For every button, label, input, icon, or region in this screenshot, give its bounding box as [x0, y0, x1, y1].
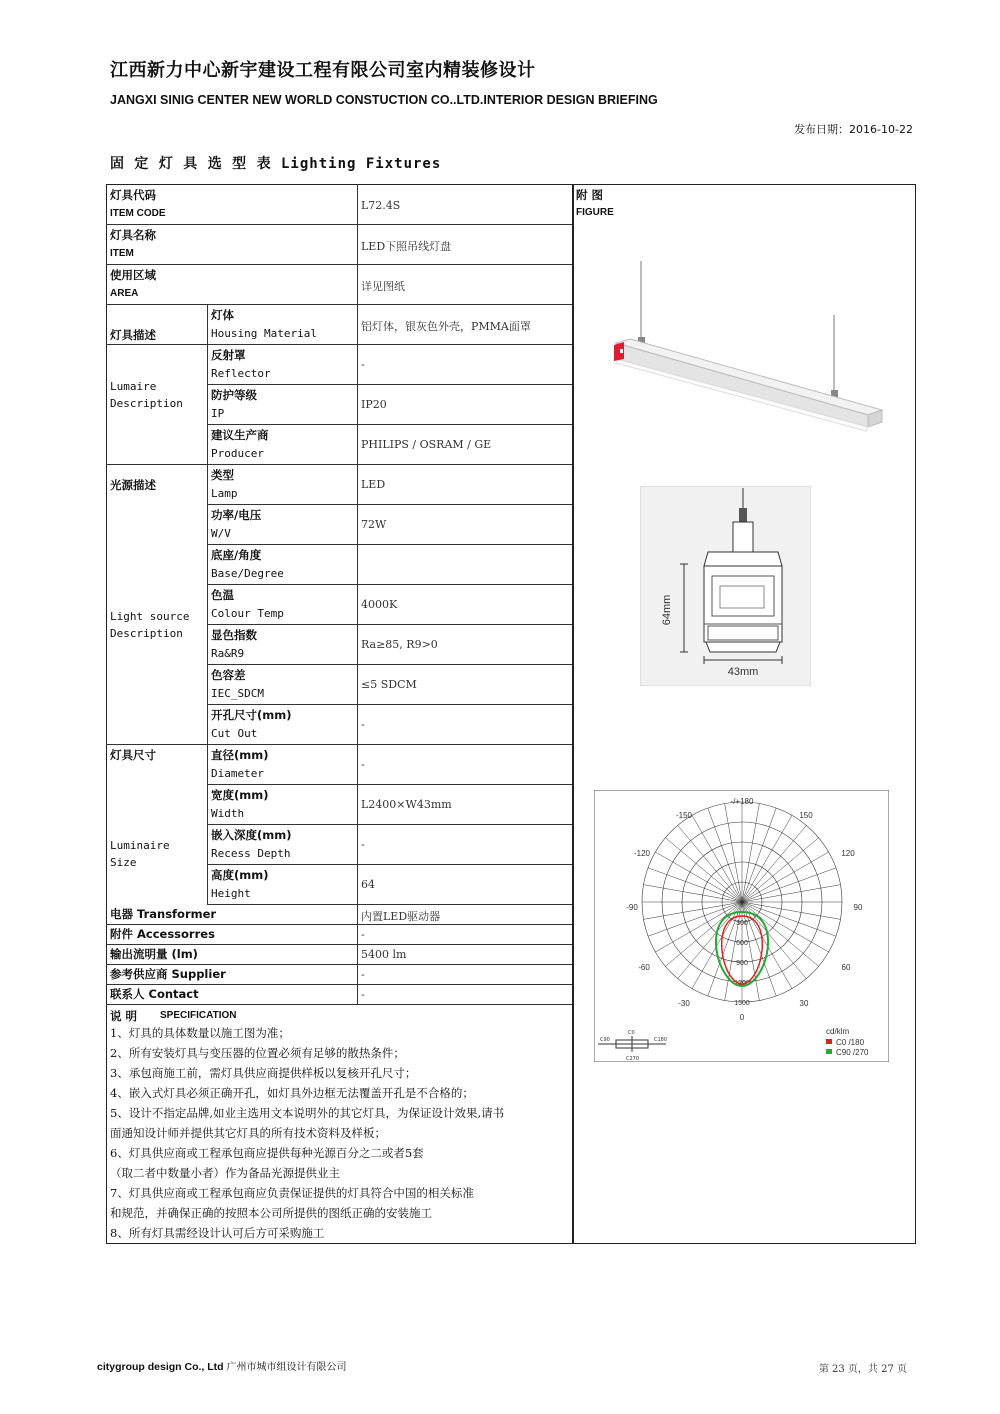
- table-row-line: [207, 824, 572, 825]
- polar-angle-label: 90: [853, 903, 863, 912]
- spec-line: 2、所有安装灯具与变压器的位置必须有足够的散热条件；: [110, 1046, 405, 1060]
- section-title: 固 定 灯 具 选 型 表 Lighting Fixtures: [110, 156, 442, 172]
- document-title-en: JANGXI SINIG CENTER NEW WORLD CONSTUCTION CO..LTD.INTERIOR DESIGN BRIEFING: [110, 93, 658, 107]
- sub-row-label-en: Cut Out: [211, 727, 258, 740]
- spec-line: 6、灯具供应商或工程承包商应提供每种光源百分之二或者5套: [110, 1146, 424, 1160]
- spec-line: 8、所有灯具需经设计认可后方可采购施工: [110, 1226, 325, 1240]
- table-row-line: [106, 464, 572, 465]
- sub-row-label-cn: 直径(mm): [211, 748, 269, 762]
- document-title-cn: 江西新力中心新宇建设工程有限公司室内精装修设计: [110, 60, 536, 81]
- table-row-line: [106, 304, 572, 305]
- sub-row-label-cn: 色温: [211, 588, 234, 602]
- area-label-en: AREA: [110, 288, 139, 299]
- sub-row-label-en: Colour Temp: [211, 607, 284, 620]
- sub-row-label-en: Ra&R9: [211, 647, 245, 660]
- light-source-group-en1: Light source: [110, 610, 190, 623]
- table-row-line: [207, 624, 572, 625]
- sub-row-label-cn: 开孔尺寸(mm): [211, 708, 292, 722]
- size-group-cn: 灯具尺寸: [110, 748, 156, 762]
- polar-ring-label: 600: [736, 940, 748, 947]
- spec-line: 4、嵌入式灯具必须正确开孔，如灯具外边框无法覆盖开孔是不合格的；: [110, 1086, 474, 1100]
- dim-width-label: 43mm: [727, 666, 759, 678]
- sub-row-label-cn: 高度(mm): [211, 868, 269, 882]
- table-row-line: [106, 744, 572, 745]
- sub-row-label-en: Lamp: [211, 487, 238, 500]
- sub-row-label-cn: 防护等级: [211, 388, 257, 402]
- table-row-line: [207, 384, 572, 385]
- sub-row-label-cn: 底座/角度: [211, 548, 262, 562]
- sub-row-label-en: Producer: [211, 447, 264, 460]
- lumaire-group-cn: 灯具描述: [110, 328, 156, 342]
- figure-title-en: FIGURE: [576, 207, 614, 218]
- sub-row-value: -: [361, 838, 365, 851]
- sub-row-label-cn: 建议生产商: [211, 428, 269, 442]
- luminaire-photo: [600, 255, 890, 445]
- item-code-label-cn: 灯具代码: [110, 188, 156, 202]
- publish-date: 发布日期：2016-10-22: [794, 123, 913, 136]
- extra-row-value: 5400 lm: [361, 948, 407, 961]
- table-row-line: [207, 904, 572, 905]
- spec-line: （取二者中数量小者）作为备品光源提供业主: [110, 1166, 340, 1180]
- polar-unit: cd/klm: [826, 1027, 850, 1036]
- sub-row-label-en: Width: [211, 807, 245, 820]
- footer-company-en: citygroup design Co., Ltd: [97, 1361, 224, 1373]
- table-row-line: [207, 584, 572, 585]
- extra-row-label: 电器 Transformer: [110, 907, 217, 921]
- polar-ring-label: 1200: [734, 980, 750, 987]
- spec-line: 3、承包商施工前，需灯具供应商提供样板以复核开孔尺寸；: [110, 1066, 417, 1080]
- sub-row-value: -: [361, 358, 365, 371]
- sub-row-label-en: W/V: [211, 527, 231, 540]
- spec-line: 7、灯具供应商或工程承包商应负责保证提供的灯具符合中国的相关标准: [110, 1186, 474, 1200]
- spec-line: 面通知设计师并提供其它灯具的所有技术资料及样板；: [110, 1126, 386, 1140]
- polar-angle-label: -90: [626, 903, 638, 912]
- sub-row-label-cn: 功率/电压: [211, 508, 262, 522]
- table-row-line: [207, 544, 572, 545]
- sub-row-value: 72W: [361, 518, 387, 531]
- sub-row-value: PHILIPS / OSRAM / GE: [361, 438, 492, 451]
- table-figure-divider: [572, 184, 574, 1244]
- footer-page: 第 23 页，共 27 页: [818, 1364, 907, 1375]
- spec-line: 5、设计不指定品牌,如业主选用文本说明外的其它灯具，为保证设计效果,请书: [110, 1106, 505, 1120]
- spec-title-cn: 说 明: [110, 1009, 138, 1023]
- sub-row-label-cn: 宽度(mm): [211, 788, 269, 802]
- sub-row-label-en: IEC_SDCM: [211, 687, 264, 700]
- item-code-value: L72.4S: [361, 199, 401, 212]
- polar-angle-label: -30: [678, 999, 690, 1008]
- sub-row-value: L2400×W43mm: [361, 798, 452, 811]
- legend-swatch-c0: [826, 1039, 832, 1044]
- polar-angle-label: 60: [841, 963, 851, 972]
- extra-row-value: -: [361, 928, 365, 941]
- area-value: 详见图纸: [361, 280, 405, 293]
- table-row-line: [106, 344, 572, 345]
- extra-row-value: -: [361, 988, 365, 1001]
- c-plane-top: C0: [628, 1030, 635, 1036]
- footer-company-cn: 广州市城市组设计有限公司: [226, 1362, 347, 1373]
- figure-title-cn: 附 图: [576, 188, 604, 202]
- sub-row-label-cn: 类型: [211, 468, 234, 482]
- spec-line: 和规范，并确保正确的按照本公司所提供的图纸正确的安装施工: [110, 1206, 432, 1220]
- sub-row-value: -: [361, 718, 365, 731]
- polar-angle-label: -/+180: [730, 797, 754, 806]
- table-row-line: [207, 504, 572, 505]
- polar-angle-label: 150: [799, 811, 813, 820]
- legend-c0: C0 /180: [836, 1038, 865, 1047]
- sub-row-label-en: Reflector: [211, 367, 271, 380]
- table-row-line: [207, 784, 572, 785]
- lumaire-group-en1: Lumaire: [110, 380, 157, 393]
- sub-row-label-cn: 反射罩: [211, 348, 246, 362]
- c-plane-right: C180: [654, 1037, 668, 1043]
- extra-row-value: -: [361, 968, 365, 981]
- table-row-line: [207, 864, 572, 865]
- polar-ring-label: 300: [736, 920, 748, 927]
- sub-row-label-en: Base/Degree: [211, 567, 284, 580]
- sub-row-label-en: Housing Material: [211, 327, 317, 340]
- polar-angle-label: -150: [675, 811, 693, 820]
- legend-c90: C90 /270: [836, 1048, 869, 1057]
- table-col-line: [207, 304, 208, 904]
- table-row-line: [207, 424, 572, 425]
- size-group-en1: Luminaire: [110, 839, 170, 852]
- table-row-line: [106, 264, 572, 265]
- light-source-group-en2: Description: [110, 627, 183, 640]
- spec-title-en: SPECIFICATION: [160, 1010, 237, 1021]
- table-row-line: [207, 664, 572, 665]
- lumaire-group-en2: Description: [110, 397, 183, 410]
- extra-row-label: 附件 Accessorres: [110, 927, 215, 941]
- sub-row-label-en: IP: [211, 407, 225, 420]
- polar-angle-label: 30: [799, 999, 809, 1008]
- sub-row-value: ≤5 SDCM: [361, 678, 417, 691]
- polar-ring-label: 900: [736, 960, 748, 967]
- polar-angle-label: 120: [841, 849, 855, 858]
- sub-row-label-en: Diameter: [211, 767, 264, 780]
- extra-row-label: 输出流明量 (lm): [110, 947, 198, 961]
- sub-row-label-cn: 灯体: [211, 308, 234, 322]
- table-row-line: [106, 1004, 572, 1005]
- extra-row-label: 联系人 Contact: [110, 987, 199, 1001]
- sub-row-label-en: Height: [211, 887, 251, 900]
- sub-row-label-cn: 色容差: [211, 668, 246, 682]
- table-col-line: [357, 184, 358, 1004]
- extra-row-value: 内置LED驱动器: [361, 910, 441, 923]
- sub-row-label-cn: 嵌入深度(mm): [211, 828, 292, 842]
- polar-angle-label: -120: [633, 849, 651, 858]
- item-label-cn: 灯具名称: [110, 228, 156, 242]
- polar-ring-label: 1500: [734, 1000, 750, 1007]
- polar-diagram: [594, 790, 889, 1062]
- spec-line: 1、灯具的具体数量以施工图为准；: [110, 1026, 290, 1040]
- c-plane-left: C90: [600, 1037, 610, 1043]
- area-label-cn: 使用区域: [110, 268, 156, 282]
- sub-row-value: Ra≥85, R9>0: [361, 638, 438, 651]
- sub-row-label-cn: 显色指数: [211, 628, 257, 642]
- light-source-group-cn: 光源描述: [110, 478, 156, 492]
- footer-company: [97, 1358, 347, 1373]
- item-code-label-en: ITEM CODE: [110, 208, 166, 219]
- sub-row-label-en: Recess Depth: [211, 847, 291, 860]
- dim-height-label: 64mm: [661, 594, 673, 626]
- extra-row-label: 参考供应商 Supplier: [110, 967, 226, 981]
- polar-angle-label: -60: [638, 963, 650, 972]
- sub-row-value: 铝灯体，银灰色外壳，PMMA面罩: [361, 320, 531, 333]
- table-row-line: [106, 224, 572, 225]
- sub-row-value: 64: [361, 878, 375, 891]
- item-value: LED下照吊线灯盘: [361, 240, 452, 253]
- sub-row-value: 4000K: [361, 598, 398, 611]
- cross-section-drawing: [640, 486, 811, 686]
- sub-row-value: IP20: [361, 398, 387, 411]
- legend-swatch-c90: [826, 1049, 832, 1054]
- item-label-en: ITEM: [110, 248, 134, 259]
- c-plane-bottom: C270: [626, 1056, 640, 1062]
- table-row-line: [207, 704, 572, 705]
- sub-row-value: LED: [361, 478, 386, 491]
- sub-row-value: -: [361, 758, 365, 771]
- size-group-en2: Size: [110, 856, 137, 869]
- polar-angle-label: 0: [739, 1013, 745, 1022]
